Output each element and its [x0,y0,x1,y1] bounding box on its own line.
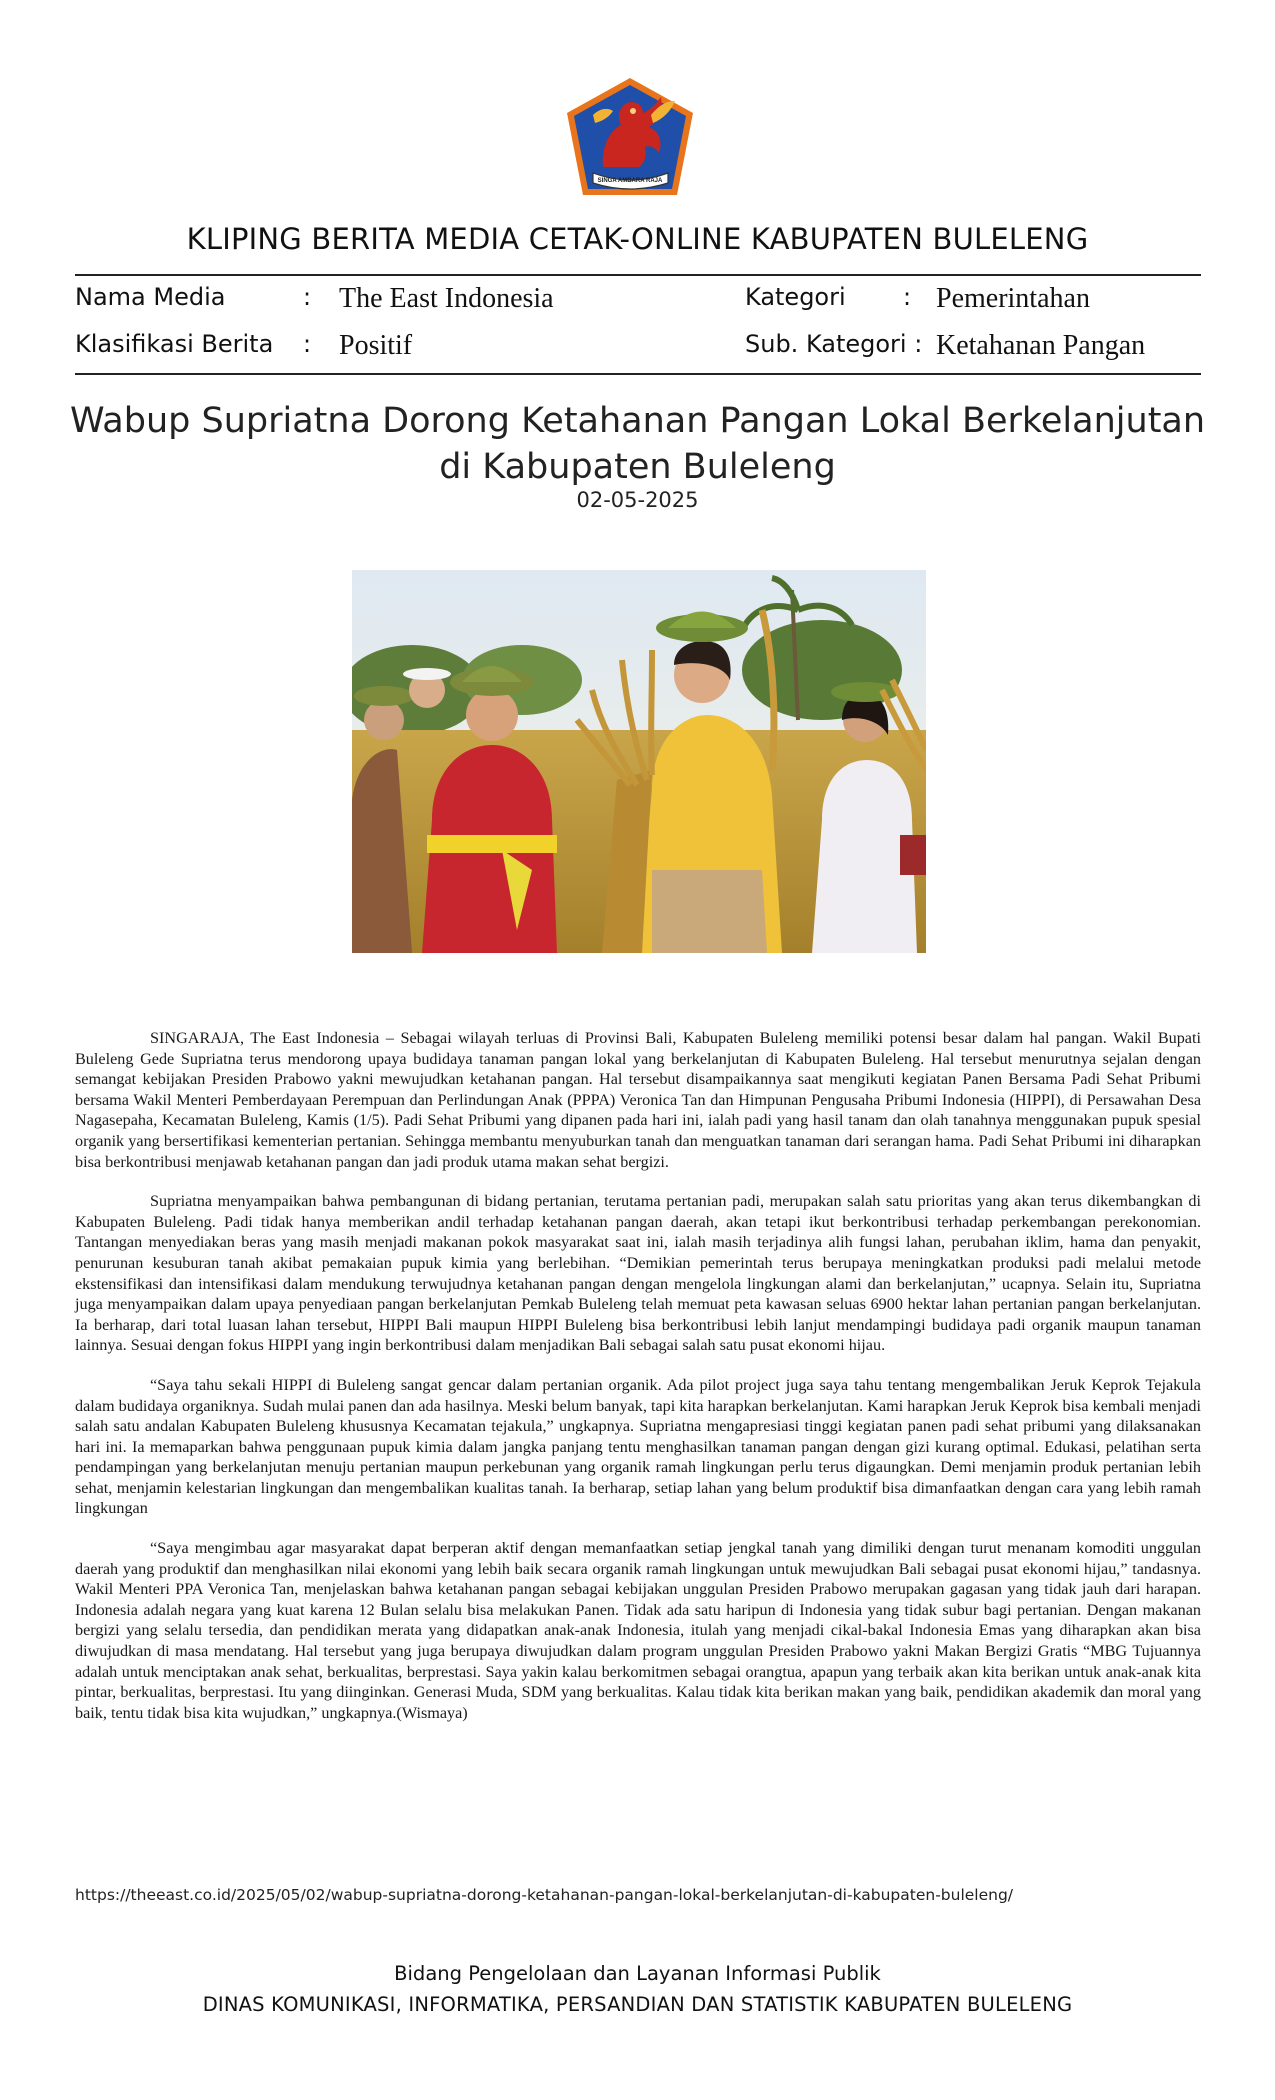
klasifikasi-label: Klasifikasi Berita [75,330,274,358]
header-rule-bottom [75,373,1201,375]
kategori-label: Kategori [745,283,846,311]
headline-line-2: di Kabupaten Buleleng [439,447,836,487]
singa-ambara-raja-crest-icon [563,75,698,200]
clipping-header-title: KLIPING BERITA MEDIA CETAK-ONLINE KABUPATEN BULELENG [186,222,1089,256]
kategori-colon: : [903,283,912,311]
kategori-value: Pemerintahan [936,283,1090,314]
footer-agency: DINAS KOMUNIKASI, INFORMATIKA, PERSANDIAN DAN STATISTIK KABUPATEN BULELENG [202,1993,1073,2016]
buleleng-crest-logo [563,75,698,200]
article-headline [0,398,1275,490]
harvest-photo [352,570,926,953]
footer-division: Bidang Pengelolaan dan Layanan Informasi Publik [394,1962,881,1985]
klasifikasi-colon: : [303,330,312,358]
rice-harvest-image [352,570,926,953]
source-url-link[interactable]: https://theeast.co.id/2025/05/02/wabup-supriatna-dorong-ketahanan-pangan-lokal-berkelanjutan-di-kabupaten-buleleng/ [75,1886,1014,1904]
media-colon: : [303,283,312,311]
media-label: Nama Media [75,283,226,311]
article-paragraph: Supriatna menyampaikan bahwa pembangunan di bidang pertanian, terutama pertanian padi, merupakan salah satu prioritas yang akan terus dikembangkan di Kabupaten Buleleng. Padi tidak hanya memberikan andil terhadap ketahanan pangan daerah, akan tetapi ikut berkontribusi terhadap perkembangan perekonomian. Tantangan menyediakan beras yang masih menjadi makanan pokok masyarakat saat ini, ialah masih terjadinya alih fungsi lahan, perubahan iklim, hama dan penyakit, penurunan kesuburan tanah akibat pemakaian pupuk kimia yang berlebihan. “Demikian pemerintah terus berupaya meningkatkan produksi padi melalui metode ekstensifikasi dan intensifikasi dalam mendukung terwujudnya ketahanan pangan dengan mengelola lingkungan alami dan berkelanjutan,” ucapnya. Selain itu, Supriatna juga menyampaikan dalam upaya penyediaan pangan berkelanjutan Pemkab Buleleng telah memuat peta kawasan seluas 6900 hektar lahan pertanian pangan berkelanjutan. Ia berharap, dari total luasan lahan tersebut, HIPPI Bali maupun HIPPI Buleleng bisa berkontribusi lebih lanjut mendampingi budidaya padi organik maupun tanaman lainnya. Sesuai dengan fokus HIPPI yang ingin berkontribusi dalam menjadikan Bali sebagai salah satu pusat ekonomi hijau. [75,1192,1201,1355]
article-body [75,1028,1201,1742]
subkategori-label: Sub. Kategori : [745,330,923,358]
article-paragraph: “Saya tahu sekali HIPPI di Buleleng sangat gencar dalam pertanian organik. Ada pilot project juga saya tahu tentang mengembalikan Jeruk Keprok Tejakula dalam budidaya organiknya. Sudah mulai panen dan ada hasilnya. Meski belum banyak, tapi kita harapkan berkelanjutan. Kami harapkan Jeruk Keprok bisa kembali menjadi salah satu andalan Kabupaten Buleleng khususnya Kecamatan tejakula,” ungkapnya. Supriatna mengapresiasi tinggi kegiatan panen padi sehat pribumi yang dilaksanakan hari ini. Ia memaparkan bahwa penggunaan pupuk kimia dalam jangka panjang tentu menghasilkan tanaman pangan dengan gizi kurang optimal. Edukasi, pelatihan serta pendampingan yang berkelanjutan menuju pertanian maupun perkebunan yang organik ramah lingkungan perlu terus digaungkan. Demi menjamin produk pertanian lebih sehat, menjamin kelestarian lingkungan dan mengembalikan kualitas tanah. Ia berharap, setiap lahan yang belum produktif bisa dimanfaatkan dengan cara yang lebih ramah lingkungan [75,1375,1201,1518]
headline-line-1: Wabup Supriatna Dorong Ketahanan Pangan Lokal Berkelanjutan [69,401,1206,441]
header-rule-top [75,274,1201,276]
crest-banner-text: SINGA AMBARA RAJA [597,178,663,184]
klasifikasi-value: Positif [339,330,413,361]
article-paragraph: “Saya mengimbau agar masyarakat dapat berperan aktif dengan memanfaatkan setiap jengkal tanah yang dimiliki dengan turut menanam komoditi unggulan daerah yang produktif dan menghasilkan nilai ekonomi yang lebih baik secara organik ramah lingkungan untuk mewujudkan Bali sebagai pusat ekonomi hijau,” tandasnya. Wakil Menteri PPA Veronica Tan, menjelaskan bahwa ketahanan pangan sebagai kebijakan unggulan Presiden Prabowo merupakan gagasan yang tidak jauh dari harapan. Indonesia adalah negara yang kuat karena 12 Bulan selalu bisa melakukan Panen. Tidak ada satu haripun di Indonesia yang tidak subur bagi pertanian. Dengan makanan bergizi yang selalu tersedia, dan pendidikan merata yang didapatkan anak-anak Indonesia, itulah yang menjadi cikal-bakal Indonesia Emas yang diharapkan akan bisa diwujudkan di masa mendatang. Hal tersebut yang juga berupaya diwujudkan dalam program unggulan Presiden Prabowo yakni Makan Bergizi Gratis “MBG Tujuannya adalah untuk menciptakan anak sehat, berkualitas, berprestasi. Saya yakin kalau berkomitmen sebagai orangtua, apapun yang terbaik akan kita berikan untuk anak-anak kita pintar, berkualitas, berprestasi. Itu yang diinginkan. Generasi Muda, SDM yang berkualitas. Kalau tidak kita berikan makan yang baik, pendidikan akademik dan moral yang baik, tentu tidak bisa kita wujudkan,” ungkapnya.(Wismaya) [75,1539,1201,1722]
subkategori-value: Ketahanan Pangan [936,330,1146,361]
article-paragraph: SINGARAJA, The East Indonesia – Sebagai wilayah terluas di Provinsi Bali, Kabupaten Buleleng memiliki potensi besar dalam hal pangan. Wakil Bupati Buleleng Gede Supriatna terus mendorong upaya budidaya tanaman pangan lokal yang berkelanjutan di Kabupaten Buleleng. Hal tersebut menurutnya sejalan dengan semangat kebijakan Presiden Prabowo yakni mewujudkan ketahanan pangan. Hal tersebut disampaikannya saat mengikuti kegiatan Panen Bersama Padi Sehat Pribumi bersama Wakil Menteri Pemberdayaan Perempuan dan Perlindungan Anak (PPPA) Veronica Tan dan Himpunan Pengusaha Pribumi Indonesia (HIPPI), di Persawahan Desa Nagasepaha, Kecamatan Buleleng, Kamis (1/5). Padi Sehat Pribumi yang dipanen pada hari ini, ialah padi yang hasil tanam dan olah tanahnya menggunakan pupuk spesial organik yang bersertifikasi kementerian pertanian. Sehingga membantu menyuburkan tanah dan menguatkan tanaman dari serangan hama. Padi Sehat Pribumi ini diharapkan bisa berkontribusi menjawab ketahanan pangan dan jadi produk utama makan sehat bergizi. [75,1029,1201,1171]
article-date: 02-05-2025 [576,488,699,512]
media-value: The East Indonesia [339,283,554,314]
